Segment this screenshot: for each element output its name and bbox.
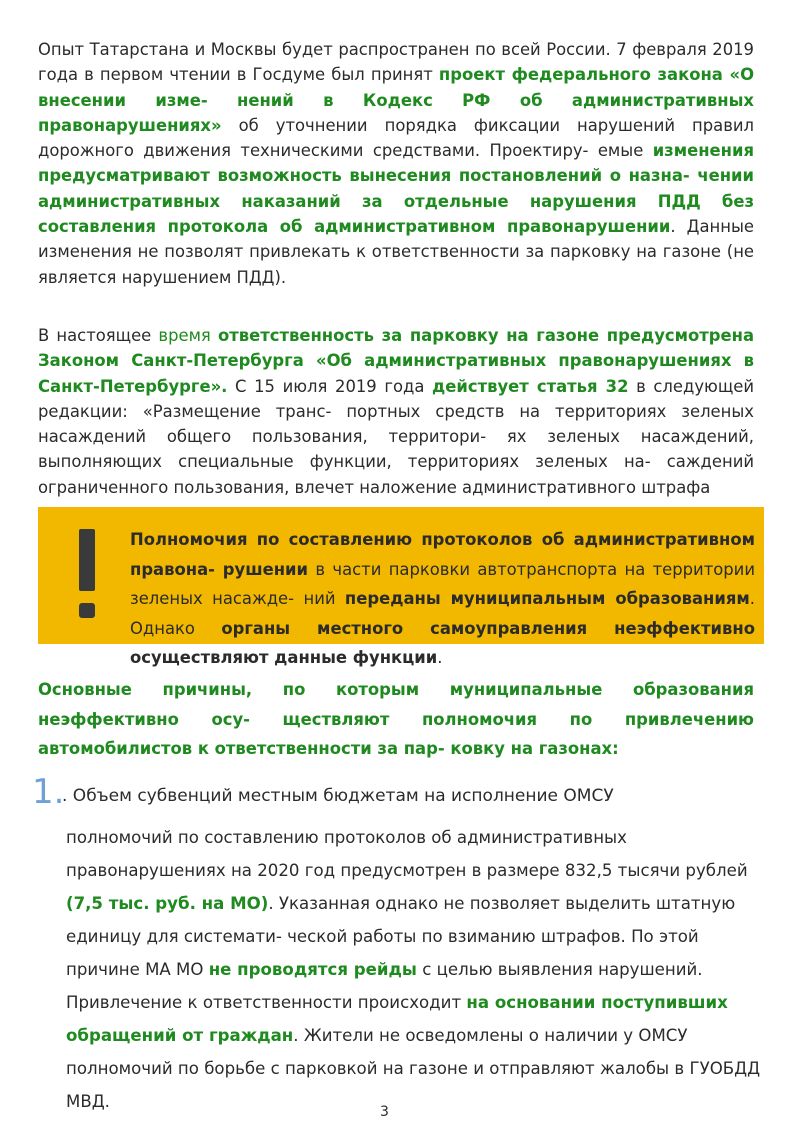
highlight-amount: (7,5 тыс. руб. на МО) [66, 894, 269, 913]
highlight-responsibility: ответственность за парковку на газоне предусмотрена Законом Санкт-Петербурга «Об административных правонарушениях в Санкт-Петербурге». [38, 326, 754, 396]
highlight-no-raids: не проводятся рейды [208, 960, 417, 979]
paragraph-spb-law [38, 323, 754, 497]
highlight-changes: изменения предусматривают возможность вынесения постановлений о назна- чении административных наказаний за отдельные нарушения ПДД без составления протокола об административном правонарушении [38, 141, 754, 237]
paragraph-federal-law [38, 37, 754, 290]
exclamation-icon [79, 529, 95, 618]
text: . Указанная однако не позволяет выделить штатную единицу для системати- ческой работы по взиманию штрафов. По этой причине МА МО [66, 894, 736, 979]
text: В настоящее [38, 326, 159, 345]
text: с целью выявления нарушений. Привлечение к ответственности происходит [66, 960, 703, 1012]
callout-bold: переданы муниципальным образованиям [344, 589, 750, 608]
list-number: 1. [32, 772, 65, 812]
text: . Жители не осведомлены о наличии у ОМСУ полномочий по борьбе с парковкой на газоне и отправляют жалобы в ГУОБДД МВД. [66, 1026, 761, 1111]
highlight-law-project: проект федерального закона «О внесении изме- нений в Кодекс РФ об административных правонарушениях» [38, 65, 754, 135]
list-item-first-line: . Объем субвенций местным бюджетам на исполнение ОМСУ [62, 786, 614, 806]
highlight-article: действует статья 32 [432, 376, 629, 396]
text: . [437, 648, 443, 667]
reasons-heading: Основные причины, по которым муниципальные образования неэффективно осу- ществляют полномочия по привлечению автомобилистов к ответственности за пар- ковку на газонах: [38, 680, 754, 758]
page-number: 3 [380, 1104, 389, 1120]
text: полномочий по составлению протоколов об административных правонарушениях на 2020 год предусмотрен в размере 832,5 тысячи рублей [66, 828, 748, 880]
text: Опыт Татарстана и Москвы будет распространен по всей России. 7 февраля 2019 года в первом чтении в Госдуме был принят [38, 40, 754, 85]
list-item-body [66, 821, 766, 1118]
callout-text [130, 525, 755, 673]
highlight-time: время [158, 326, 211, 345]
text: об уточнении порядка фиксации нарушений правил дорожного движения техническими средствами. Проектиру- емые [38, 115, 754, 161]
highlight-complaints: на основании поступивших обращений от граждан [66, 993, 728, 1045]
text: в следующей редакции: «Размещение транс- портных средств на территориях зеленых насаждений общего пользования, территори- ях зеленых насаждений, выполняющих специальные функции, территориях зеленых на- саждений ограниченного пользования, влечет наложение административного штрафа [38, 376, 754, 497]
text [211, 326, 218, 345]
callout-bold: органы [221, 618, 291, 638]
text: . Данные изменения не позволят привлекать к ответственности за парковку на газоне (не является нарушением ПДД). [38, 217, 754, 287]
callout-bold: местного самоуправления неэффективно осуществляют данные функции [130, 618, 755, 667]
text: в части парковки автотранспорта на территории зеленых насажде- ний [130, 559, 755, 608]
callout-bold: Полномочия по составлению протоколов об административном правона- рушении [130, 530, 755, 579]
text: . Однако [130, 589, 755, 638]
text: С 15 июля 2019 года [227, 376, 433, 396]
